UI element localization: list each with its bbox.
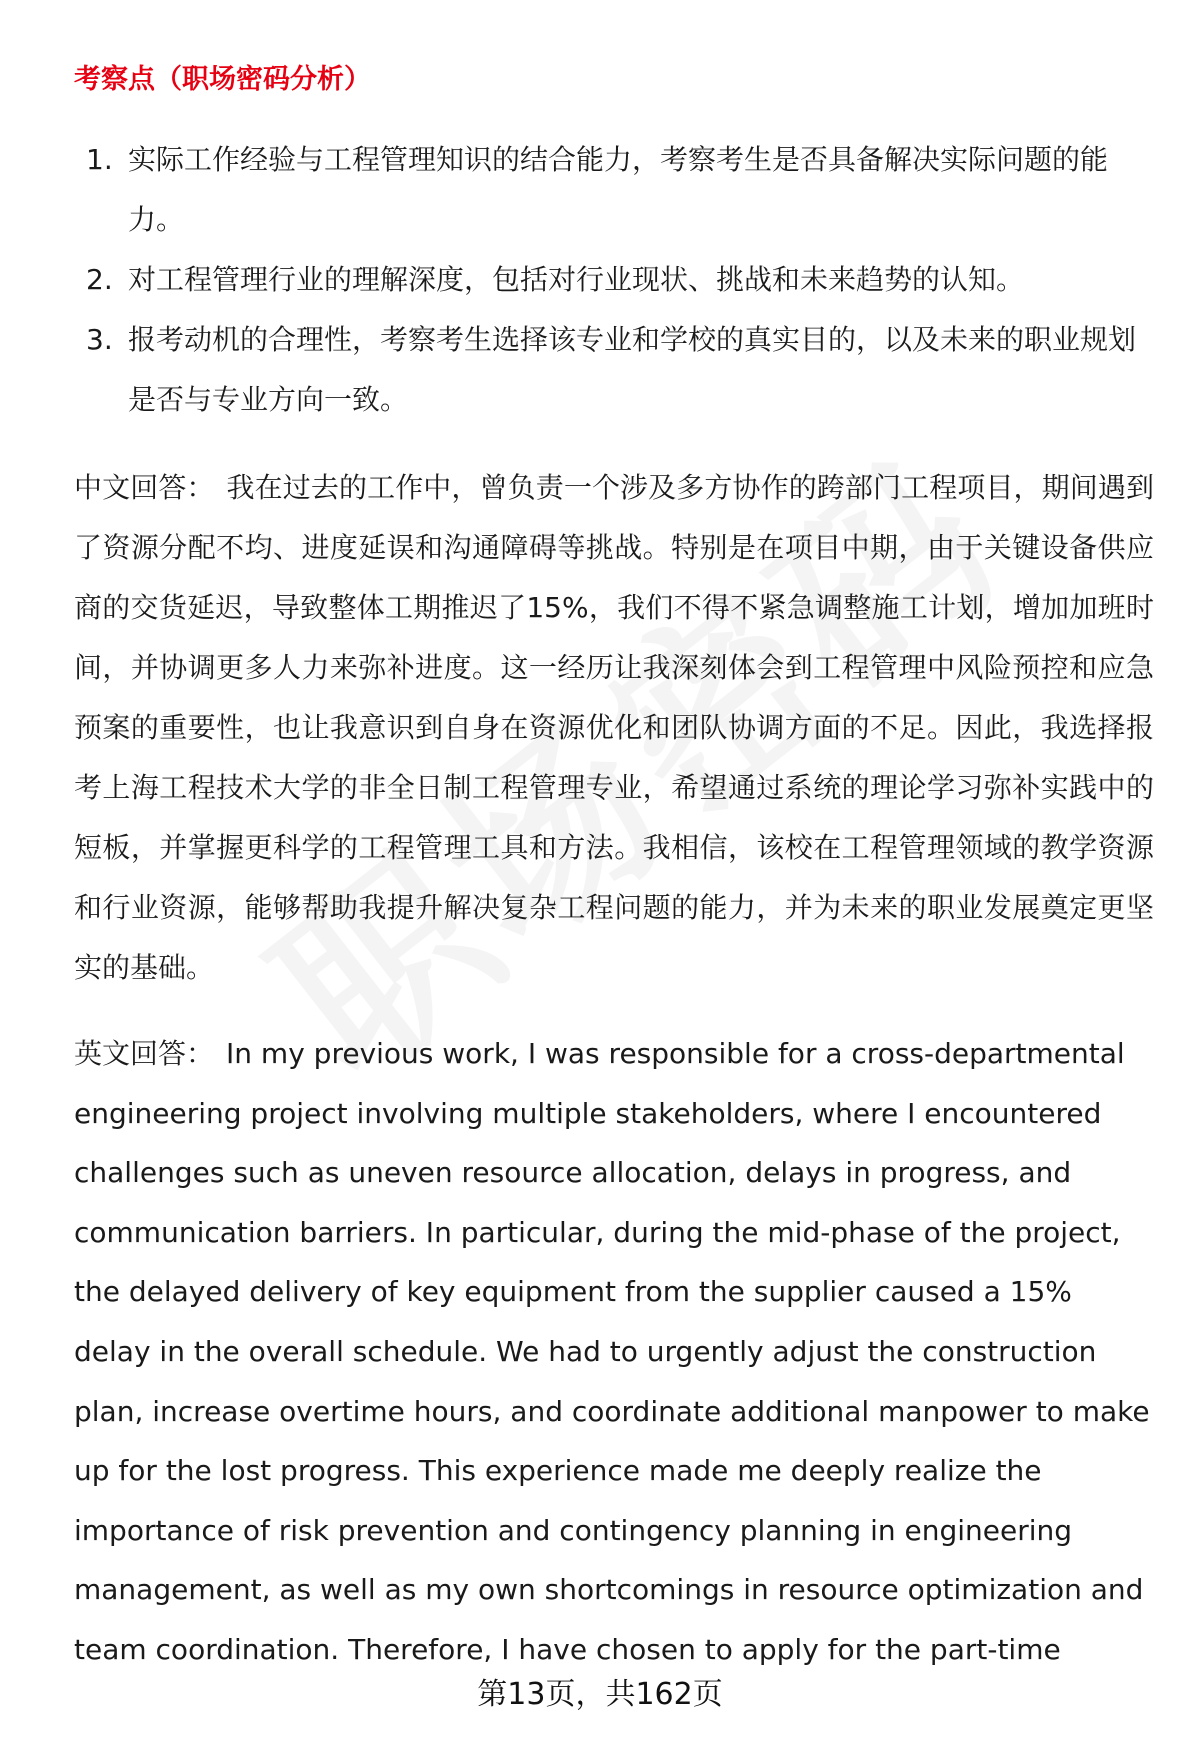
list-item-text: 实际工作经验与工程管理知识的结合能力，考察考生是否具备解决实际问题的能力。 xyxy=(128,143,1109,236)
page-number-footer: 第13页，共162页 xyxy=(477,1677,723,1712)
section-heading: 考察点（职场密码分析） xyxy=(74,64,371,95)
list-item xyxy=(74,250,1154,310)
english-answer-label: 英文回答： xyxy=(74,1037,215,1070)
list-item-number: 1. xyxy=(86,143,113,176)
chinese-answer-text: 我在过去的工作中，曾负责一个涉及多方协作的跨部门工程项目，期间遇到了资源分配不均、进度延误和沟通障碍等挑战。特别是在项目中期，由于关键设备供应商的交货延迟，导致整体工期推迟了15%，我们不得不紧急调整施工计划，增加加班时间，并协调更多人力来弥补进度。这一经历让我深刻体会到工程管理中风险预控和应急预案的重要性，也让我意识到自身在资源优化和团队协调方面的不足。因此，我选择报考上海工程技术大学的非全日制工程管理专业，希望通过系统的理论学习弥补实践中的短板，并掌握更科学的工程管理工具和方法。我相信，该校在工程管理领域的教学资源和行业资源，能够帮助我提升解决复杂工程问题的能力，并为未来的职业发展奠定更坚实的基础。 xyxy=(74,471,1154,984)
list-item xyxy=(74,130,1154,250)
list-item-text: 对工程管理行业的理解深度，包括对行业现状、挑战和未来趋势的认知。 xyxy=(128,263,1025,296)
chinese-answer-paragraph xyxy=(74,458,1154,998)
english-answer-text: In my previous work, I was responsible for a cross-departmental engineering project involving multiple stakeholders, where I encountered challenges such as uneven resource allocation, delays in progress, and communication barriers. In particular, during the mid-phase of the project, the delayed delivery of key equipment from the supplier caused a 15% delay in the overall schedule. We had to urgently adjust the construction plan, increase overtime hours, and coordinate additional manpower to make up for the lost progress. This experience made me deeply realize the importance of risk prevention and contingency planning in engineering management, as well as my own shortcomings in resource optimization and team coordination. Therefore, I have chosen to apply for the part-time xyxy=(74,1037,1150,1666)
english-answer-paragraph xyxy=(74,1024,1154,1680)
list-item-text: 报考动机的合理性，考察考生选择该专业和学校的真实目的，以及未来的职业规划是否与专业方向一致。 xyxy=(128,323,1137,416)
list-item-number: 2. xyxy=(86,263,113,296)
assessment-points-list xyxy=(74,130,1154,430)
list-item xyxy=(74,310,1154,430)
chinese-answer-label: 中文回答： xyxy=(74,471,215,504)
list-item-number: 3. xyxy=(86,323,113,356)
